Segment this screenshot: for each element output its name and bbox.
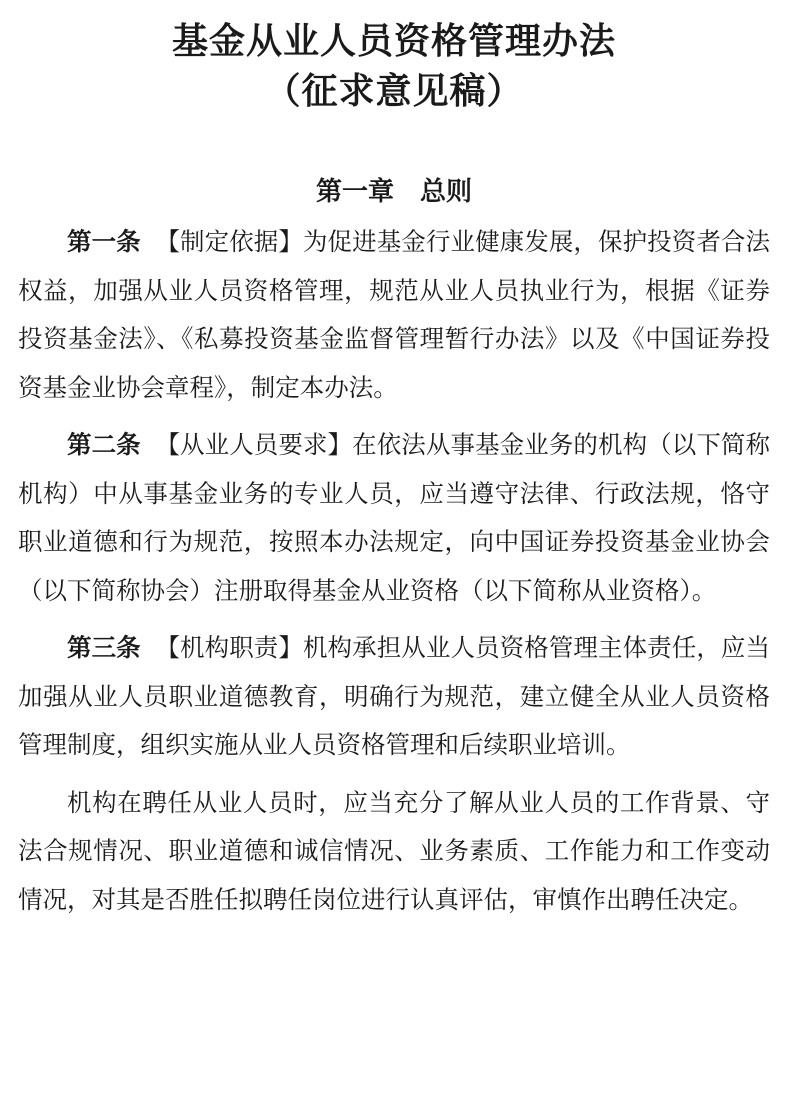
article-3-text: 【机构职责】机构承担从业人员资格管理主体责任，应当加强从业人员职业道德教育，明确行为规范，建立健全从业人员资格管理制度，组织实施从业人员资格管理和后续职业培训。 [18,633,771,759]
document-title: 基金从业人员资格管理办法 [171,21,616,62]
article-1 [18,218,770,412]
article-3-paragraph-2 [18,779,770,925]
document-body [18,218,770,933]
article-2 [18,421,770,615]
article-3-heading: 第三条 [67,633,141,662]
article-1-text: 【制定依据】为促进基金行业健康发展，保护投资者合法权益，加强从业人员资格管理，规范从业人员执业行为，根据《证券投资基金法》、《私募投资基金监督管理暂行办法》以及《中国证券投资基金业协会章程》，制定本办法。 [18,227,771,402]
article-1-heading: 第一条 [67,227,141,256]
article-2-text: 【从业人员要求】在依法从事基金业务的机构（以下简称机构）中从事基金业务的专业人员，应当遵守法律、行政法规，恪守职业道德和行为规范，按照本办法规定，向中国证券投资基金业协会（以下简称协会）注册取得基金从业资格（以下简称从业资格）。 [18,430,771,605]
article-2-heading: 第二条 [67,430,141,459]
chapter-heading: 第一章 总则 [315,177,472,207]
document-subtitle: （征求意见稿） [264,71,524,112]
article-3-paragraph-2-text: 机构在聘任从业人员时，应当充分了解从业人员的工作背景、守法合规情况、职业道德和诚信情况、业务素质、工作能力和工作变动情况，对其是否胜任拟聘任岗位进行认真评估，审慎作出聘任决定。 [18,787,770,914]
article-3 [18,624,770,770]
